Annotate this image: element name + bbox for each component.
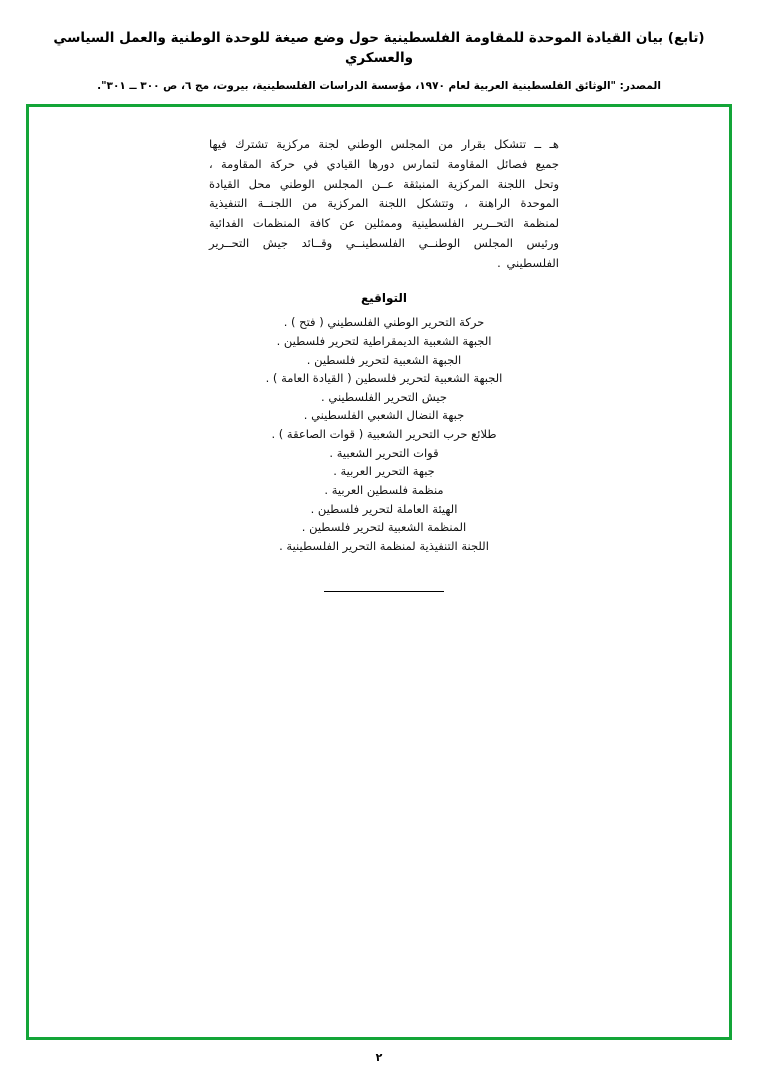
list-item: الجبهة الشعبية الديمقراطية لتحرير فلسطين . [276, 333, 492, 348]
page-number: ٢ [375, 1051, 383, 1064]
list-item: منظمة فلسطين العربية . [324, 482, 444, 497]
list-item: الهيئة العاملة لتحرير فلسطين . [310, 501, 458, 516]
body-paragraph: هـ ــ تتشكل بقرار من المجلس الوطني لجنة مركزية تشترك فيها جميع فصائل المقاومة لتمارس دورها القيادي في حركة المقاومة ، وتحل اللجنة المركزية المنبثقة عــن المجلس الوطني محل القيادة الموحدة الراهنة ، وتتشكل اللجنة المركزية من اللجنــة التنفيذية لمنظمة التحــرير الفلسطينية وممثلين عن كافة المنظمات الفدائية ورئيس المجلس الوطنــي الفلسطينــي وقــائد جيش التحــرير الفلسطيني . [209, 137, 559, 270]
signatures-heading: التواقيع [360, 291, 408, 306]
page-title: (تابع) بيان القيادة الموحدة للمقاومة الفلسطينية حول وضع صيغة للوحدة الوطنية والعمل السياسي والعسكري [53, 30, 705, 67]
list-item: الجبهة الشعبية لتحرير فلسطين . [306, 352, 462, 367]
list-item: جبهة التحرير العربية . [333, 464, 435, 479]
list-item: الجبهة الشعبية لتحرير فلسطين ( القيادة العامة ) . [265, 371, 503, 386]
document-header [0, 0, 758, 93]
list-item: حركة التحرير الوطني الفلسطيني ( فتح ) . [283, 315, 485, 330]
document-body [209, 135, 559, 592]
list-item: طلائع حرب التحرير الشعبية ( قوات الصاعقة ) . [271, 427, 497, 442]
list-item: اللجنة التنفيذية لمنظمة التحرير الفلسطينية . [279, 538, 489, 553]
horizontal-rule [324, 591, 444, 592]
list-item: جبهة النضال الشعبي الفلسطيني . [303, 408, 465, 423]
signatures-list [209, 313, 559, 555]
list-item: قوات التحرير الشعبية . [329, 445, 439, 460]
source-line: المصدر: "الوثائق الفلسطينية العربية لعام ١٩٧٠، مؤسسة الدراسات الفلسطينية، بيروت، مج ٦، ص ٣٠٠ ــ ٣٠١". [97, 79, 661, 92]
list-item: جيش التحرير الفلسطيني . [321, 389, 447, 404]
content-frame [26, 104, 732, 1040]
list-item: المنظمة الشعبية لتحرير فلسطين . [301, 520, 467, 535]
